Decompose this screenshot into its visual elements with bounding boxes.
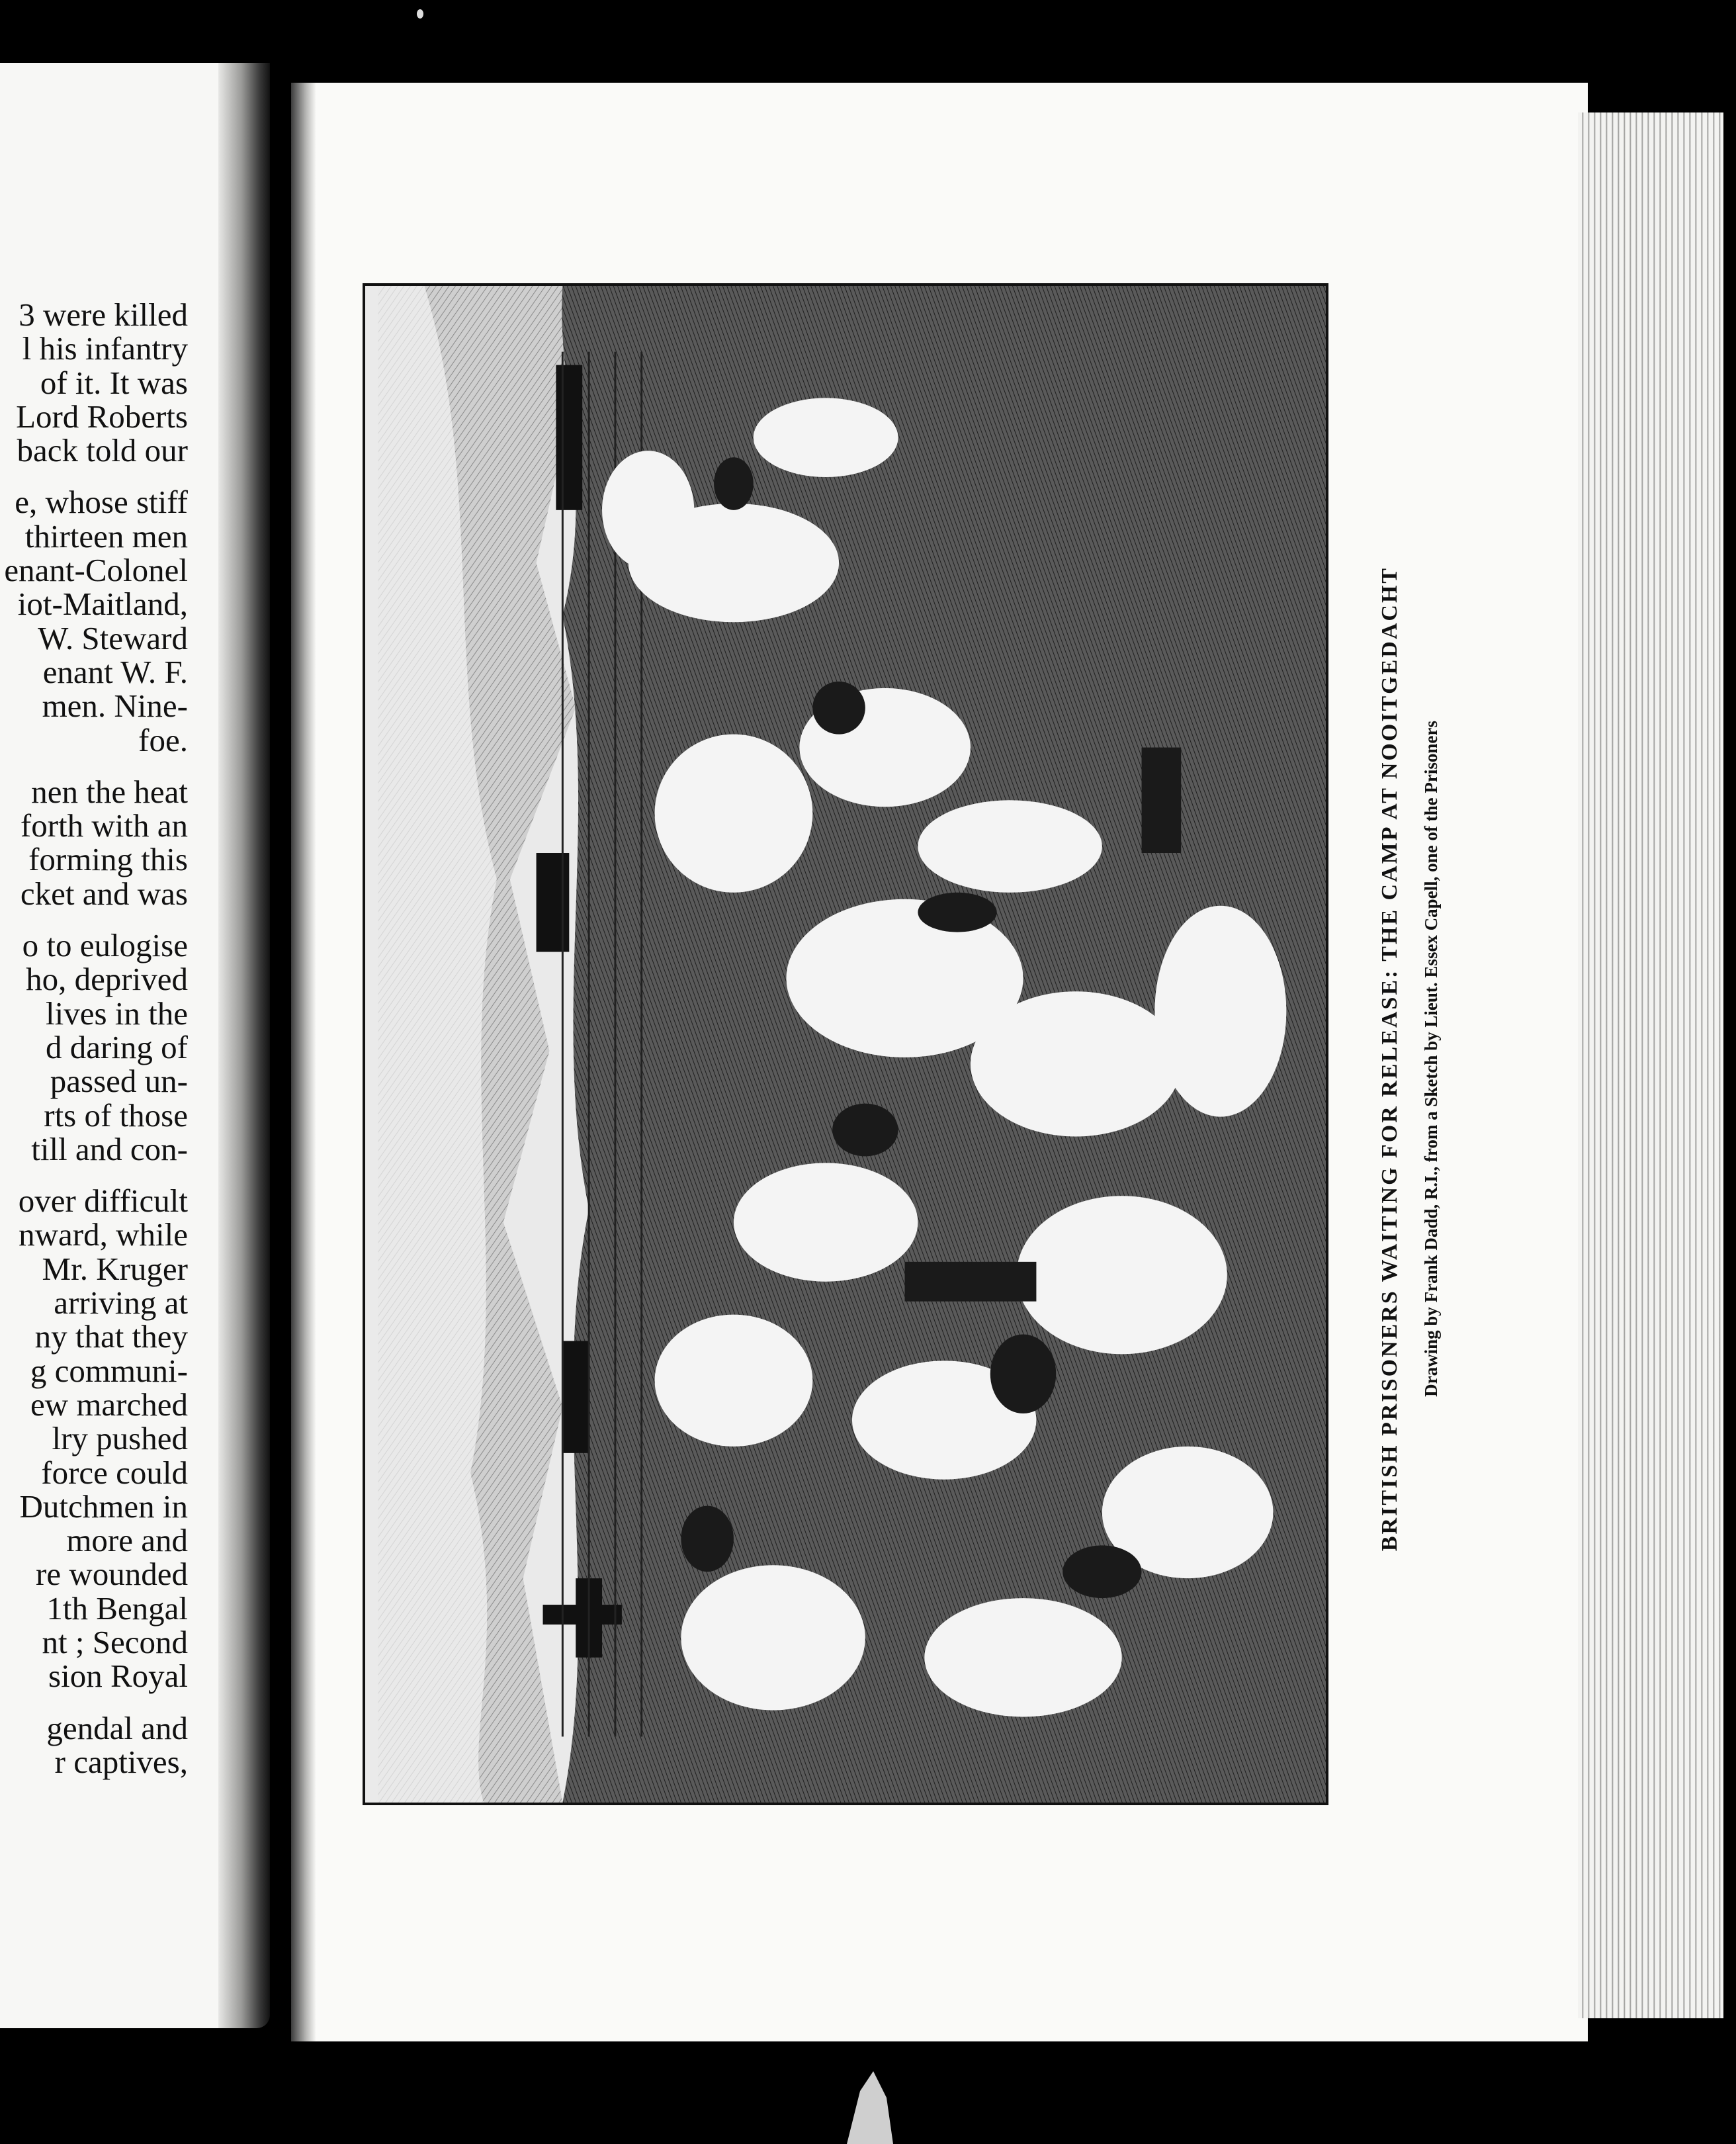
text-line: more and (66, 1522, 188, 1559)
text-line: nen the heat (31, 773, 188, 810)
text-line: Mr. Kruger (42, 1250, 188, 1287)
left-page-gutter (218, 63, 270, 2028)
text-line: gendal and (46, 1709, 188, 1746)
text-line: Lord Roberts (16, 398, 188, 435)
text-line: o to eulogise (22, 927, 188, 964)
paragraph-gap (0, 1166, 188, 1184)
text-line: 1th Bengal (46, 1589, 188, 1627)
caption-title: BRITISH PRISONERS WAITING FOR RELEASE: THE CAMP AT NOOITGEDACHT (1377, 566, 1402, 1552)
text-line: e, whose stiff (15, 484, 188, 521)
text-line: arriving at (54, 1284, 188, 1321)
scan-speck (417, 9, 423, 19)
text-line: thirteen men (24, 517, 188, 555)
text-line: passed un- (50, 1063, 188, 1100)
text-line: back told our (17, 432, 188, 469)
text-line: lives in the (45, 995, 188, 1032)
caption-credit: Drawing by Frank Dadd, R.I., from a Sketch by Lieut. Essex Capell, one of the Prisoners (1421, 721, 1441, 1397)
text-line: ny that they (34, 1318, 188, 1355)
text-line: ew marched (30, 1386, 188, 1423)
text-line: re wounded (36, 1556, 188, 1593)
text-line: cket and was (20, 875, 188, 912)
text-line: lry pushed (52, 1420, 188, 1457)
text-line: nward, while (19, 1216, 188, 1253)
text-line: force could (41, 1454, 188, 1491)
page-stack-edge (1578, 112, 1723, 2018)
illustration-plate (363, 283, 1328, 1805)
text-line: of it. It was (40, 364, 188, 401)
text-line: over difficult (18, 1183, 188, 1220)
text-line: foe. (138, 721, 188, 758)
paragraph-gap (0, 467, 188, 485)
paragraph-gap (0, 911, 188, 928)
left-page (0, 63, 245, 2028)
paragraph-gap (0, 1693, 188, 1711)
text-line: till and con- (31, 1130, 188, 1167)
text-line: d daring of (46, 1028, 188, 1065)
text-line: W. Steward (38, 619, 188, 656)
scan-smudge (840, 2065, 900, 2144)
plate-caption (1377, 562, 1442, 1555)
text-line: ho, deprived (26, 961, 188, 998)
text-line: rts of those (44, 1096, 188, 1134)
text-line: enant W. F. (42, 653, 188, 690)
text-line: iot-Maitland, (17, 586, 188, 623)
paragraph-gap (0, 757, 188, 775)
text-line: 3 were killed (19, 296, 188, 333)
prisoners-camp-illustration (365, 286, 1326, 1803)
left-page-text (0, 298, 188, 1779)
text-line: r captives, (54, 1743, 188, 1780)
text-line: forth with an (20, 807, 188, 844)
text-line: g communi- (30, 1352, 188, 1389)
text-line: forming this (28, 841, 188, 878)
text-line: men. Nine- (42, 688, 188, 725)
text-line: l his infantry (22, 330, 188, 367)
right-page-gutter (291, 83, 316, 2041)
text-line: nt ; Second (42, 1623, 188, 1660)
text-line: Dutchmen in (19, 1488, 188, 1525)
text-line: enant-Colonel (4, 552, 188, 589)
text-line: sion Royal (48, 1658, 188, 1695)
